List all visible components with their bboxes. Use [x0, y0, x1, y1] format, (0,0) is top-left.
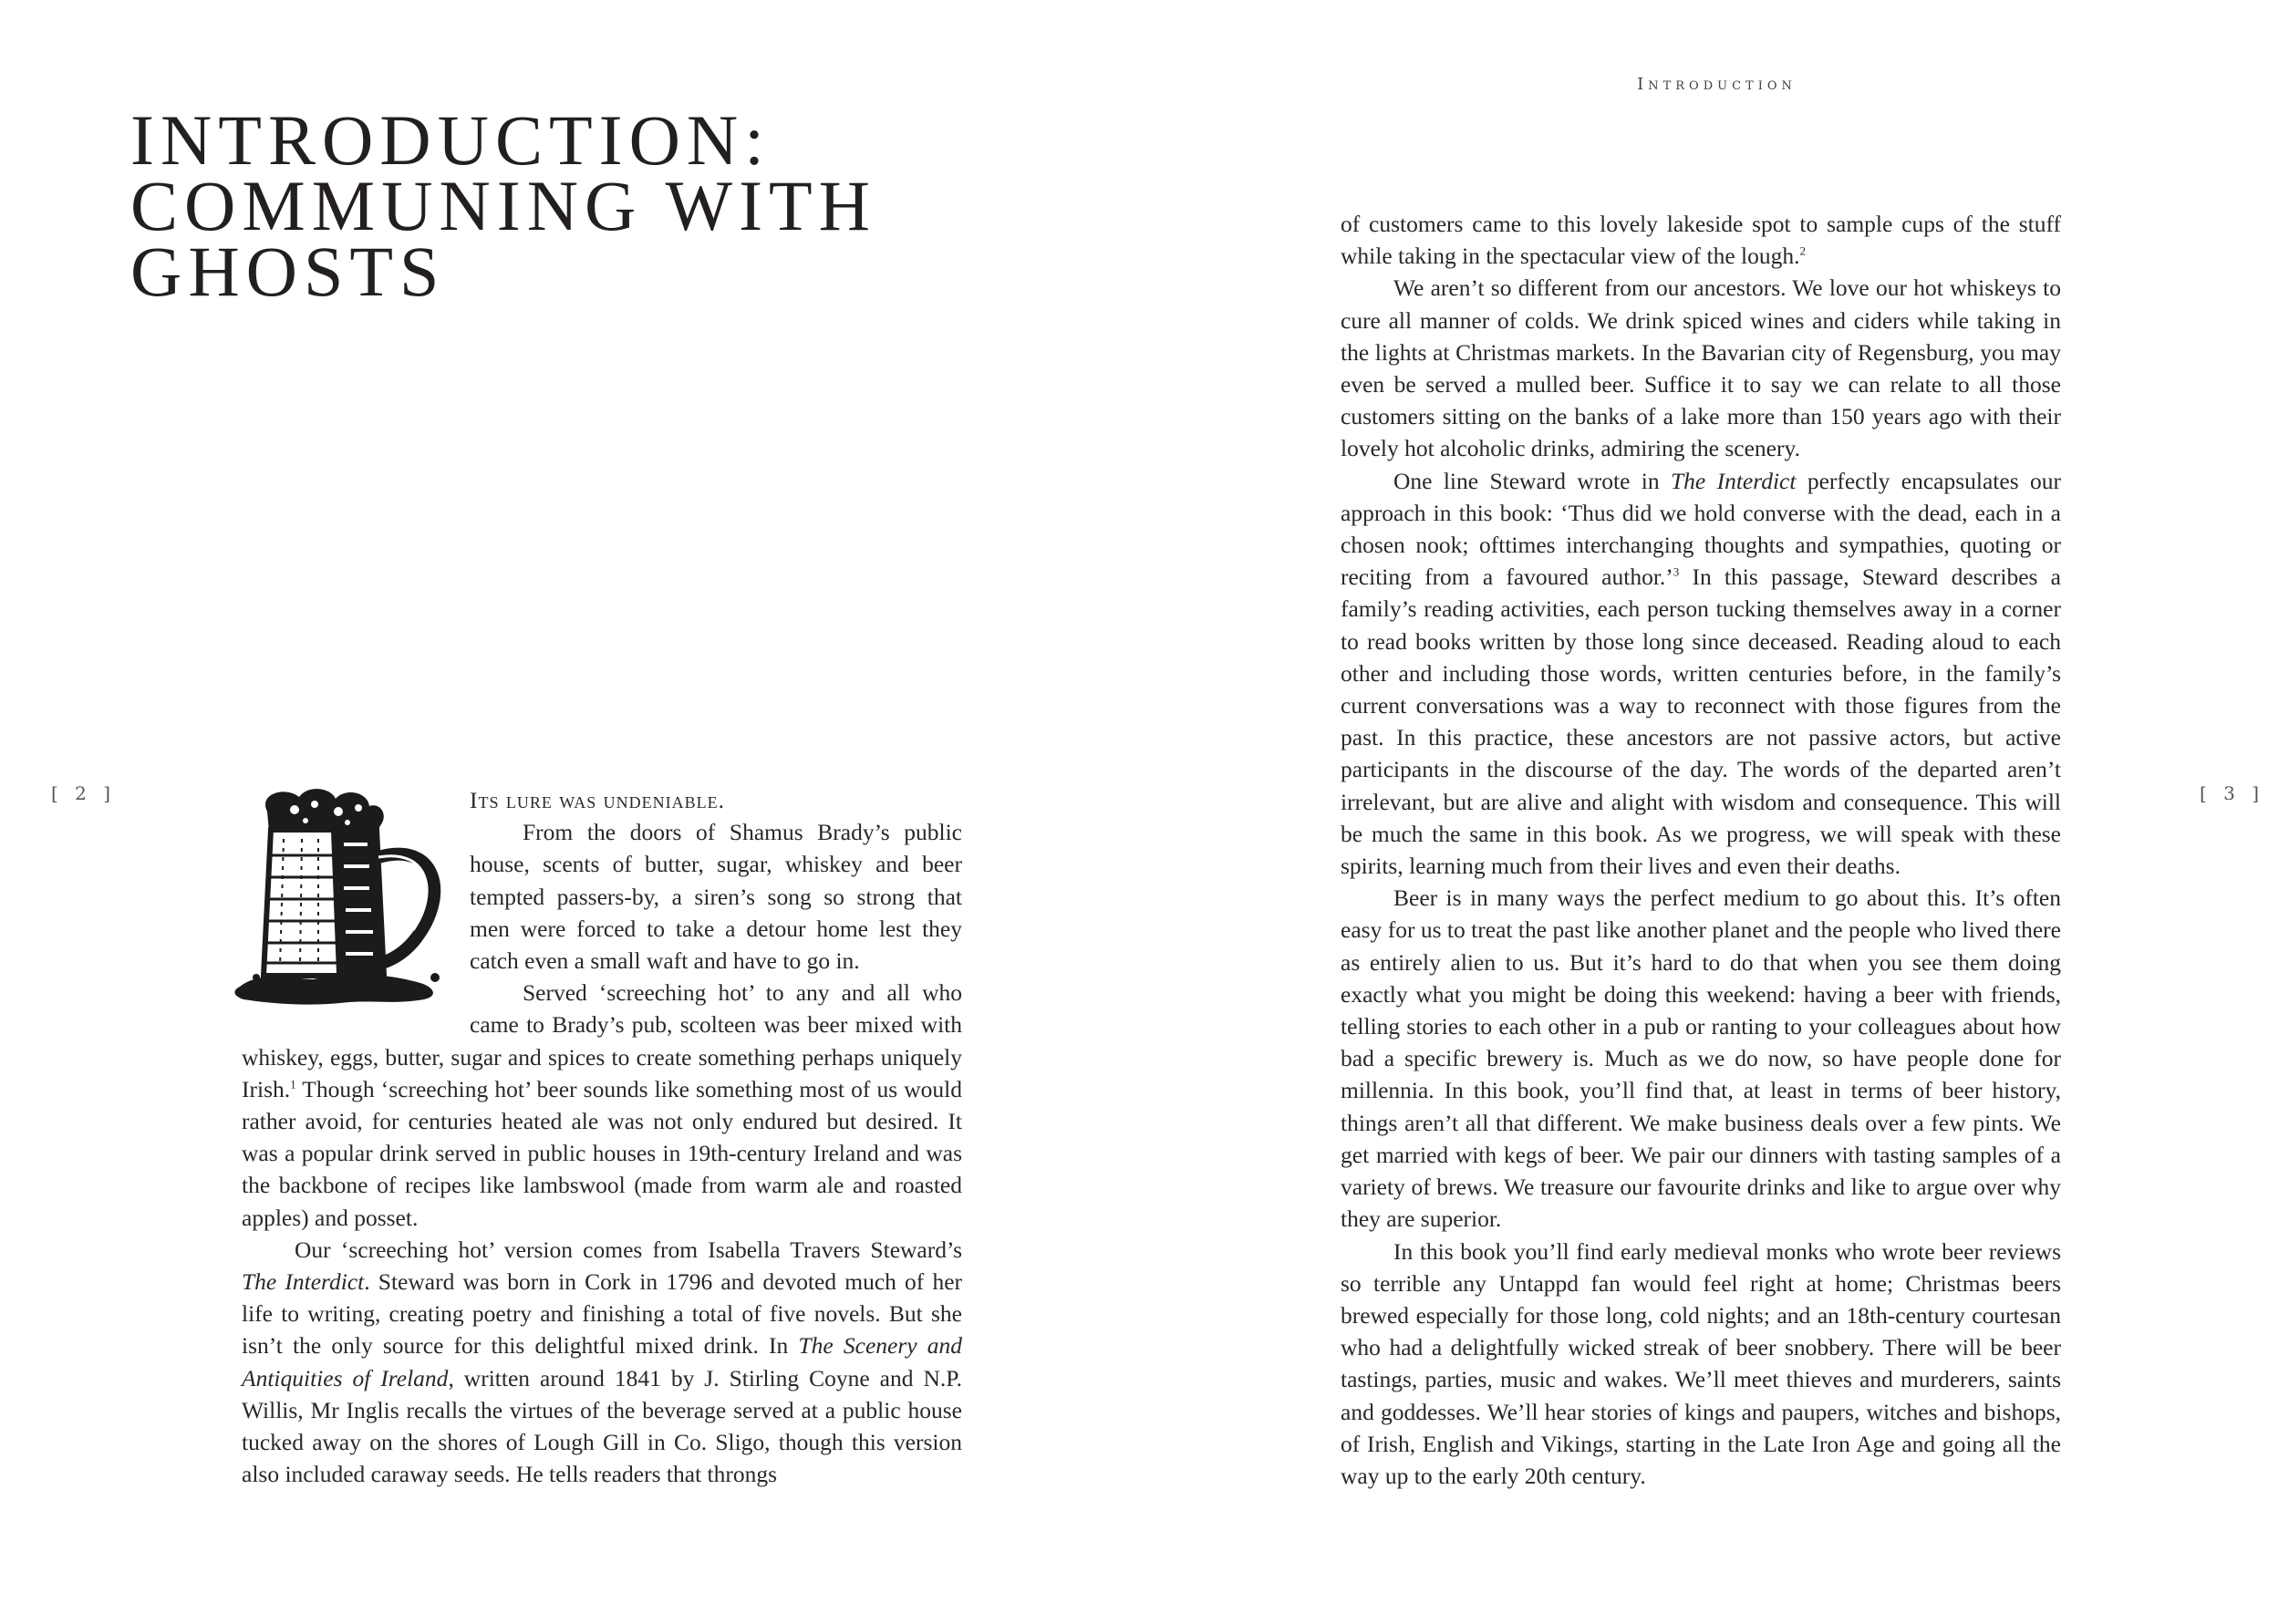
body-paragraph: [242, 1234, 962, 1491]
paragraph-text: One line Steward wrote in: [1393, 467, 1671, 494]
chapter-title-line-2: COMMUNING WITH: [130, 166, 877, 245]
chapter-title: [130, 100, 1042, 311]
book-title-italic: The Scenery and Antiquities of Ireland: [242, 1332, 962, 1391]
body-paragraph: [242, 977, 962, 1234]
right-page-body: [1341, 208, 2061, 1492]
beer-tankard-icon: [231, 784, 459, 1012]
chapter-title-line-3: GHOSTS: [130, 232, 446, 311]
paragraph-text: , written around 1841 by J. Stirling Coyne and N.P. Willis, Mr Inglis recalls the virtues of the beverage served at a public house tucked away on the shores of Lough Gill in Co. Sligo, though this version also included caraway seeds. He tells readers that throngs: [242, 1364, 963, 1488]
page-number-right: [ 3 ]: [2200, 782, 2265, 804]
paragraph-text: perfectly encapsulates our approach in this book: ‘Thus did we hold converse with the dead, each in a chosen nook; ofttimes interchanging thoughts and sympathies, quoting or reciting from a favoured author.’: [1341, 467, 2061, 591]
body-paragraph: In this book you’ll find early medieval monks who wrote beer reviews so terrible any Untappd fan would feel right at home; Christmas beers brewed especially for those long, cold nights; and an 18th-century courtesan who had a delightfully wicked streak of beer snobbery. There will be beer tastings, parties, music and wakes. We’ll meet thieves and murderers, saints and goddesses. We’ll hear stories of kings and paupers, witches and bishops, of Irish, English and Vikings, starting in the Late Iron Age and going all the way up to the early 20th century.: [1341, 1237, 2061, 1489]
footnote-marker[interactable]: 3: [1673, 564, 1680, 579]
running-head: Introduction: [1637, 75, 1797, 94]
page-number-left: [ 2 ]: [51, 782, 117, 804]
body-paragraph: From the doors of Shamus Brady’s public house, scents of butter, sugar, whiskey and beer tempted passers-by, a siren’s song so strong that men were forced to take a detour home lest they catch even a small waft and have to go in.: [470, 819, 962, 975]
body-paragraph: We aren’t so different from our ancestors. We love our hot whiskeys to cure all manner of colds. We drink spiced wines and ciders while taking in the lights at Christmas markets. In the Bavarian city of Regensburg, you may even be served a mulled beer. Suffice it to say we can relate to all those customers sitting on the banks of a lake more than 150 years ago with their lovely hot alcoholic drinks, admiring the scenery.: [1341, 274, 2061, 462]
paragraph-text: of customers came to this lovely lakeside spot to sample cups of the stuff while taking in the spectacular view of the lough.: [1341, 211, 2061, 270]
paragraph-text: Though ‘screeching hot’ beer sounds like something most of us would rather avoid, for centuries heated ale was not only endured but desired. It was a popular drink served in public houses in 19th-century Ireland and was the backbone of recipes like lambswool (made from warm ale and roasted apples) and posset.: [242, 1075, 962, 1231]
paragraph-text: . Steward was born in Cork in 1796 and devoted much of her life to writing, creating poetry and finishing a total of five novels. But she isn’t the only source for this delightful mixed drink. In: [242, 1268, 963, 1360]
body-paragraph: Beer is in many ways the perfect medium to go about this. It’s often easy for us to treat the past like another planet and the people who lived there as entirely alien to us. But it’s hard to do that when you see them doing exactly what you might be doing this weekend: having a beer with friends, telling stories to each other in a pub or ranting to your colleagues about how bad a specific brewery is. Much as we do now, so have people done for millennia. In this book, you’ll find that, at least in terms of beer history, things aren’t all that different. We make business deals over a few pints. We get married with kegs of beer. We pair our dinners with tasting samples of a variety of brews. We treasure our favourite drinks and like to argue over why they are superior.: [1341, 884, 2061, 1233]
book-title-italic: The Interdict: [1670, 467, 1797, 494]
paragraph-text: Our ‘screeching hot’ version comes from Isabella Travers Steward’s: [295, 1236, 962, 1263]
body-paragraph: [1341, 208, 2061, 272]
book-title-italic: The Interdict: [242, 1268, 365, 1296]
footnote-marker[interactable]: 2: [1799, 243, 1806, 258]
chapter-title-line-1: INTRODUCTION:: [130, 100, 771, 180]
paragraph-text: In this passage, Steward describes a family’s reading activities, each person tucking themselves away in a corner to read books written by those long since deceased. Reading aloud to each other and including those words, written centuries before, in the family’s current conversations was a way to reconnect with those figures from the past. In this practice, these ancestors are not passive actors, but active participants in the discourse of the day. The words of the departed aren’t irrelevant, but are alive and alight with wisdom and consequence. This will be much the same in this book. As we progress, we will speak with these spirits, learning much from their lives and even their deaths.: [1341, 564, 2061, 880]
body-paragraph: [1341, 465, 2061, 883]
lead-in-small-caps: Its lure was undeniable.: [470, 787, 725, 813]
paragraph-text: Served ‘screeching hot’ to any and all who came to Brady’s pub, scolteen was beer mixed with whiskey, eggs, butter, sugar and spices to create something perhaps uniquely Irish.: [242, 979, 962, 1102]
left-page-body: [242, 784, 962, 1490]
footnote-marker[interactable]: 1: [290, 1077, 296, 1091]
